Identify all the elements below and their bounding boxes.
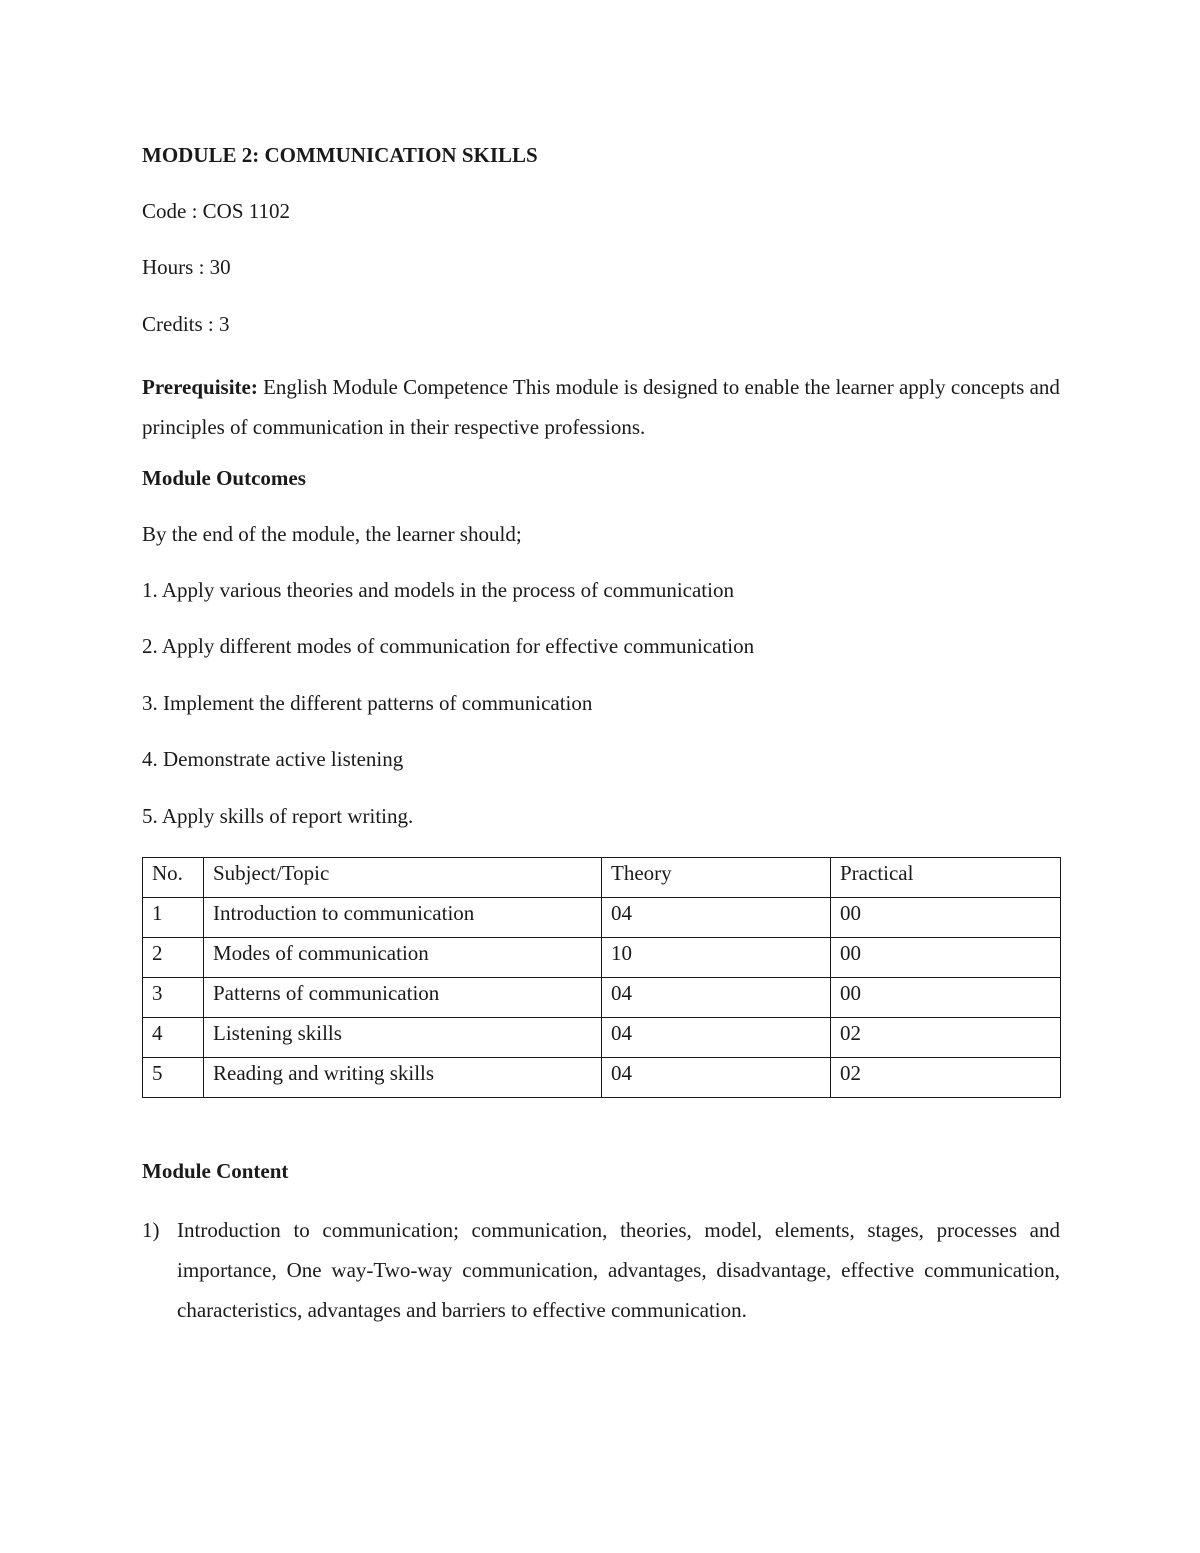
table-row: [143, 898, 1061, 938]
outcomes-intro: By the end of the module, the learner should;: [142, 522, 522, 546]
cell-theory: 10: [602, 938, 831, 978]
content-heading: Module Content: [142, 1159, 289, 1183]
cell-no: 5: [143, 1058, 204, 1098]
cell-no: 1: [143, 898, 204, 938]
header-subject: Subject/Topic: [204, 858, 602, 898]
prerequisite-text: English Module Competence This module is designed to enable the learner apply concepts and principles of communication in their respective professions.: [142, 375, 1060, 439]
cell-subject: Listening skills: [204, 1018, 602, 1058]
header-theory: Theory: [602, 858, 831, 898]
outcome-item: 2. Apply different modes of communication for effective communication: [142, 634, 755, 658]
content-item-text: Introduction to communication; communication, theories, model, elements, stages, processes and importance, One way-Two-way communication, advantages, disadvantage, effective communication, characteristics, advantages and barriers to effective communication.: [177, 1218, 1060, 1322]
cell-theory: 04: [602, 978, 831, 1018]
table-row: [143, 978, 1061, 1018]
cell-no: 2: [143, 938, 204, 978]
cell-practical: 02: [831, 1018, 1061, 1058]
cell-subject: Patterns of communication: [204, 978, 602, 1018]
table-row: [143, 938, 1061, 978]
table-header-row: [143, 858, 1061, 898]
header-no: No.: [143, 858, 204, 898]
cell-practical: 00: [831, 978, 1061, 1018]
table-row: [143, 1058, 1061, 1098]
module-hours: Hours : 30: [142, 255, 231, 279]
outcomes-heading: Module Outcomes: [142, 466, 306, 490]
prerequisite-label: Prerequisite:: [142, 375, 258, 399]
cell-no: 4: [143, 1018, 204, 1058]
outcome-item: 5. Apply skills of report writing.: [142, 804, 414, 828]
cell-theory: 04: [602, 1018, 831, 1058]
outcome-item: 3. Implement the different patterns of communication: [142, 691, 593, 715]
content-list: [142, 1210, 1060, 1330]
module-credits: Credits : 3: [142, 312, 230, 336]
module-title: MODULE 2: COMMUNICATION SKILLS: [142, 143, 538, 167]
cell-subject: Modes of communication: [204, 938, 602, 978]
cell-no: 3: [143, 978, 204, 1018]
table-row: [143, 1018, 1061, 1058]
cell-theory: 04: [602, 898, 831, 938]
cell-practical: 02: [831, 1058, 1061, 1098]
content-item: [142, 1210, 1060, 1330]
cell-subject: Introduction to communication: [204, 898, 602, 938]
cell-subject: Reading and writing skills: [204, 1058, 602, 1098]
module-code: Code : COS 1102: [142, 199, 290, 223]
cell-theory: 04: [602, 1058, 831, 1098]
cell-practical: 00: [831, 898, 1061, 938]
cell-practical: 00: [831, 938, 1061, 978]
outcome-item: 4. Demonstrate active listening: [142, 747, 404, 771]
outcome-item: 1. Apply various theories and models in the process of communication: [142, 578, 734, 602]
header-practical: Practical: [831, 858, 1061, 898]
topics-table: [142, 857, 1061, 1098]
prerequisite-paragraph: [142, 367, 1060, 447]
content-item-number: 1): [142, 1218, 160, 1242]
